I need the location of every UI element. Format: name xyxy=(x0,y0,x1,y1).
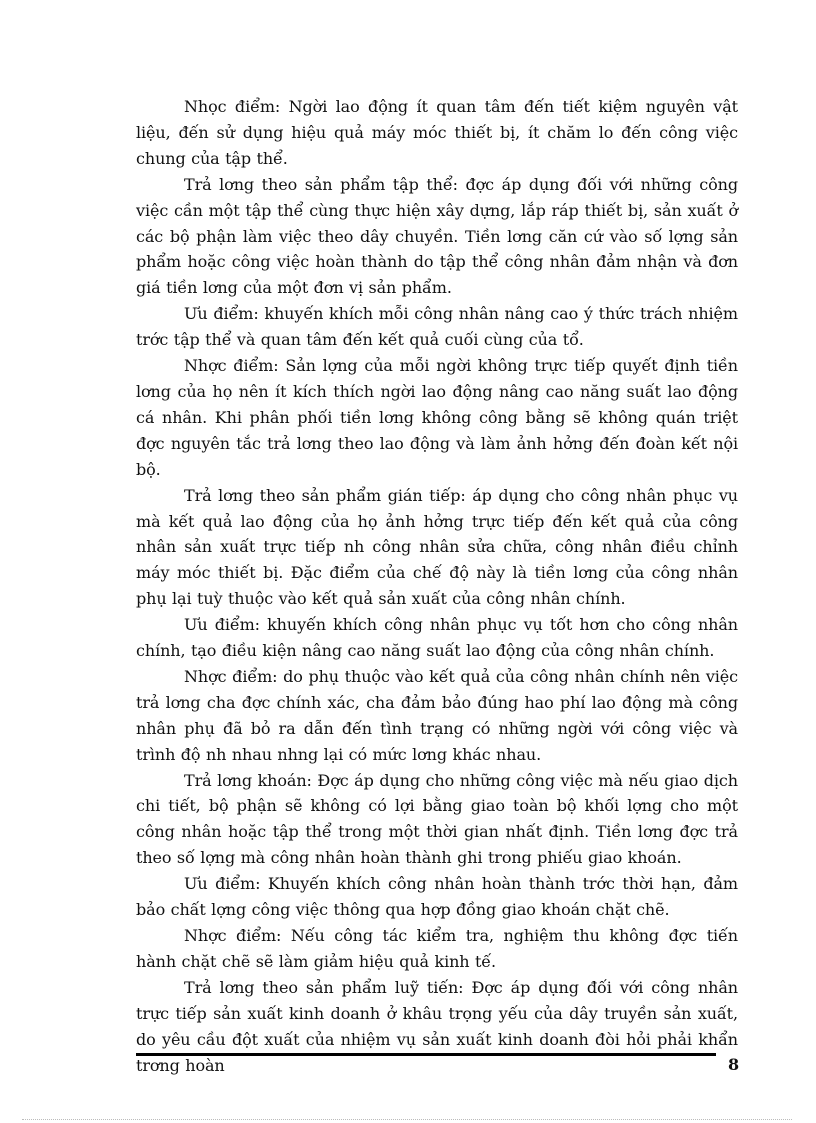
paragraph-disadvantage-individual: Nhọc điểm: Ngời lao động ít quan tâm đến tiết kiệm nguyên vật liệu, đến sử dụng hiệu quả máy móc thiết bị, ít chăm lo đến công việc chung của tập thể. xyxy=(136,97,738,168)
page-number: 8 xyxy=(728,1055,740,1074)
paragraph-disadvantage-collective: Nhợc điểm: Sản lợng của mỗi ngời không trực tiếp quyết định tiền lơng của họ nên ít kích thích ngời lao động nâng cao năng suất lao động cá nhân. Khi phân phối tiền lơng không công bằng sẽ không quán triệt đợc nguyên tắc trả lơng theo lao động và làm ảnh hởng đến đoàn kết nội bộ. xyxy=(136,356,738,479)
paragraph-disadvantage-indirect: Nhợc điểm: do phụ thuộc vào kết quả của công nhân chính nên việc trả lơng cha đợc chính xác, cha đảm bảo đúng hao phí lao động mà công nhân phụ đã bỏ ra dẫn đến tình trạng có những ngời với công việc và trình độ nh nhau nhng lại có mức lơng khác nhau. xyxy=(136,666,738,764)
paragraph-indirect-pay: Trả lơng theo sản phẩm gián tiếp: áp dụng cho công nhân phục vụ mà kết quả lao động của họ ảnh hởng trực tiếp đến kết quả của công nhân sản xuất trực tiếp nh công nhân sửa chữa, công nhân điều chỉnh máy móc thiết bị. Đặc điểm của chế độ này là tiền lơng của công nhân phụ lại tuỳ thuộc vào kết quả sản xuất của công nhân chính. xyxy=(136,485,738,609)
paragraph-advantage-indirect: Ưu điểm: khuyến khích công nhân phục vụ tốt hơn cho công nhân chính, tạo điều kiện nâng cao năng suất lao động của công nhân chính. xyxy=(136,615,738,661)
page-bottom-divider xyxy=(22,1119,792,1120)
paragraph-collective-pay: Trả lơng theo sản phẩm tập thể: đợc áp dụng đối với những công việc cần một tập thể cùng thực hiện xây dựng, lắp ráp thiết bị, sản xuất ở các bộ phận làm việc theo dây chuyền. Tiền lơng căn cứ vào số lợng sản phẩm hoặc công việc hoàn thành do tập thể công nhân đảm nhận và đơn giá tiền lơng của một đơn vị sản phẩm. xyxy=(136,174,738,298)
footer-rule xyxy=(136,1053,716,1056)
paragraph-advantage-contract: Ưu điểm: Khuyến khích công nhân hoàn thành trớc thời hạn, đảm bảo chất lợng công việc thông qua hợp đồng giao khoán chặt chẽ. xyxy=(136,874,738,920)
paragraph-contract-pay: Trả lơng khoán: Đợc áp dụng cho những công việc mà nếu giao dịch chi tiết, bộ phận sẽ không có lợi bằng giao toàn bộ khối lợng cho một công nhân hoặc tập thể trong một thời gian nhất định. Tiền lơng đợc trả theo số lợng mà công nhân hoàn thành ghi trong phiếu giao khoán. xyxy=(136,770,738,868)
body-text xyxy=(136,94,738,1078)
paragraph-disadvantage-contract: Nhợc điểm: Nếu công tác kiểm tra, nghiệm thu không đợc tiến hành chặt chẽ sẽ làm giảm hiệu quả kinh tế. xyxy=(136,926,738,971)
paragraph-advantage-collective: Ưu điểm: khuyến khích mỗi công nhân nâng cao ý thức trách nhiệm trớc tập thể và quan tâm đến kết quả cuối cùng của tổ. xyxy=(136,304,738,350)
paragraph-progressive-pay: Trả lơng theo sản phẩm luỹ tiến: Đợc áp dụng đối với công nhân trực tiếp sản xuất kinh doanh ở khâu trọng yếu của dây truyền sản xuất, do yêu cầu đột xuất của nhiệm vụ sản xuất kinh doanh đòi hỏi phải khẩn trơng hoàn xyxy=(136,977,738,1075)
